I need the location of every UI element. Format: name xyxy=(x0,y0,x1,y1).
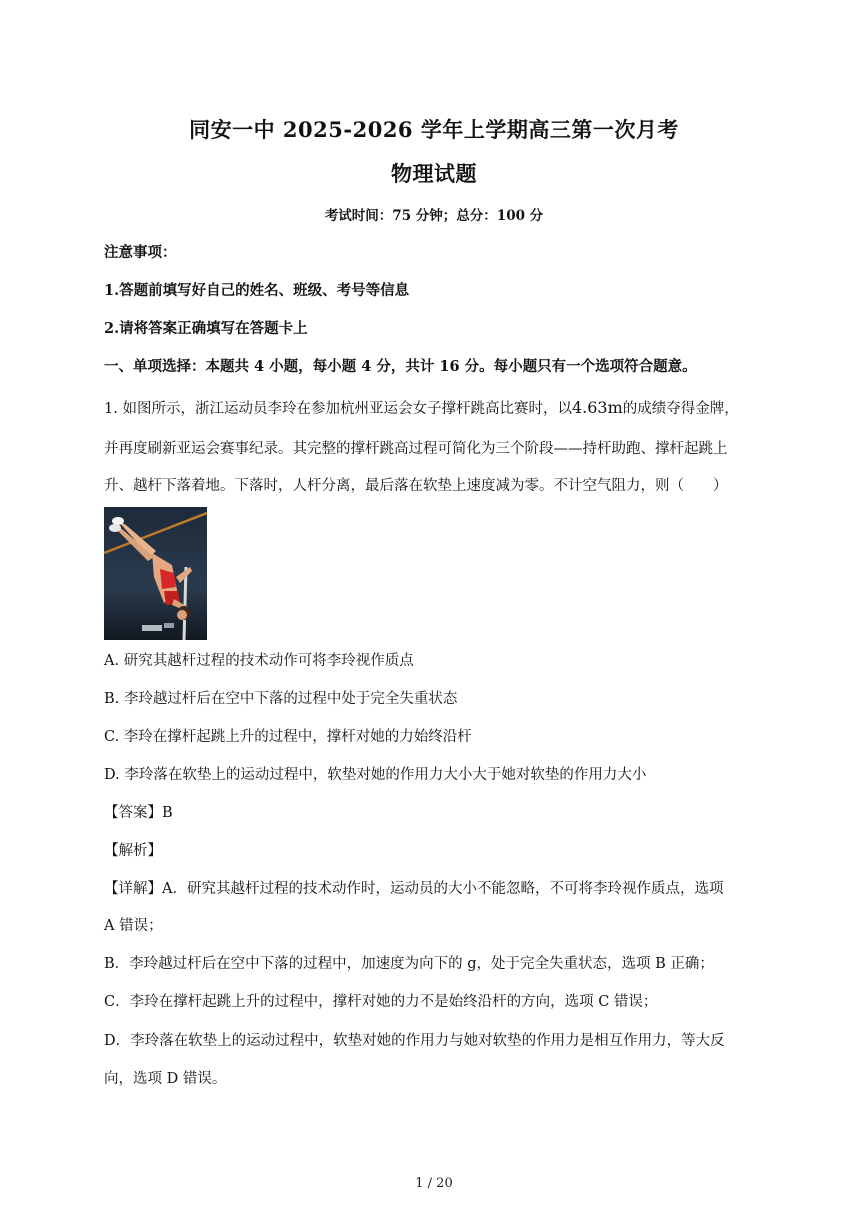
subject-title: 物理试题 xyxy=(391,161,477,186)
height-value: 4.63m xyxy=(571,398,623,417)
option-b: B. 李玲越过杆后在空中下落的过程中处于完全失重状态 xyxy=(104,691,458,707)
notes-heading: 注意事项： xyxy=(104,244,177,261)
detail-line: 【详解】A．研究其越杆过程的技术动作时，运动员的大小不能忽略，不可将李玲视作质点，选项 xyxy=(104,881,724,897)
note-item: 2.请将答案正确填写在答题卡上 xyxy=(104,320,308,337)
question-text: 的成绩夺得金牌， xyxy=(622,401,739,417)
detail-line: A 错误； xyxy=(104,918,163,934)
question-text: 1. 如图所示，浙江运动员李玲在参加杭州亚运会女子撑杆跳高比赛时，以 xyxy=(104,401,572,417)
page-number: 1 / 20 xyxy=(415,1176,453,1191)
note-item: 1.答题前填写好自己的姓名、班级、考号等信息 xyxy=(104,282,410,299)
option-c: C. 李玲在撑杆起跳上升的过程中，撑杆对她的力始终沿杆 xyxy=(104,729,472,745)
detail-line: D．李玲落在软垫上的运动过程中，软垫对她的作用力与她对软垫的作用力是相互作用力，等大反 xyxy=(104,1033,725,1049)
option-a: A. 研究其越杆过程的技术动作可将李玲视作质点 xyxy=(104,653,414,669)
option-d: D. 李玲落在软垫上的运动过程中，软垫对她的作用力大小大于她对软垫的作用力大小 xyxy=(104,767,647,783)
analysis-label: 【解析】 xyxy=(104,843,162,859)
detail-line: 向，选项 D 错误。 xyxy=(104,1071,227,1087)
question-line xyxy=(104,398,764,419)
detail-line: C．李玲在撑杆起跳上升的过程中，撑杆对她的力不是始终沿杆的方向，选项 C 错误； xyxy=(104,994,658,1010)
answer-label: 【答案】B xyxy=(104,805,173,821)
question-line: 并再度刷新亚运会赛事纪录。其完整的撑杆跳高过程可简化为三个阶段——持杆助跑、撑杆起跳上 xyxy=(104,441,728,457)
question-line: 升、越杆下落着地。下落时，人杆分离，最后落在软垫上速度减为零。不计空气阻力，则（ ） xyxy=(104,478,728,494)
detail-line: B．李玲越过杆后在空中下落的过程中，加速度为向下的 g，处于完全失重状态，选项 B 正确； xyxy=(104,956,714,972)
section-heading: 一、单项选择：本题共 4 小题，每小题 4 分，共计 16 分。每小题只有一个选项符合题意。 xyxy=(104,358,697,375)
exam-meta: 考试时间：75 分钟；总分：100 分 xyxy=(324,208,544,224)
exam-title: 同安一中 2025-2026 学年上学期高三第一次月考 xyxy=(189,117,679,142)
pole-vault-photo xyxy=(104,507,207,640)
